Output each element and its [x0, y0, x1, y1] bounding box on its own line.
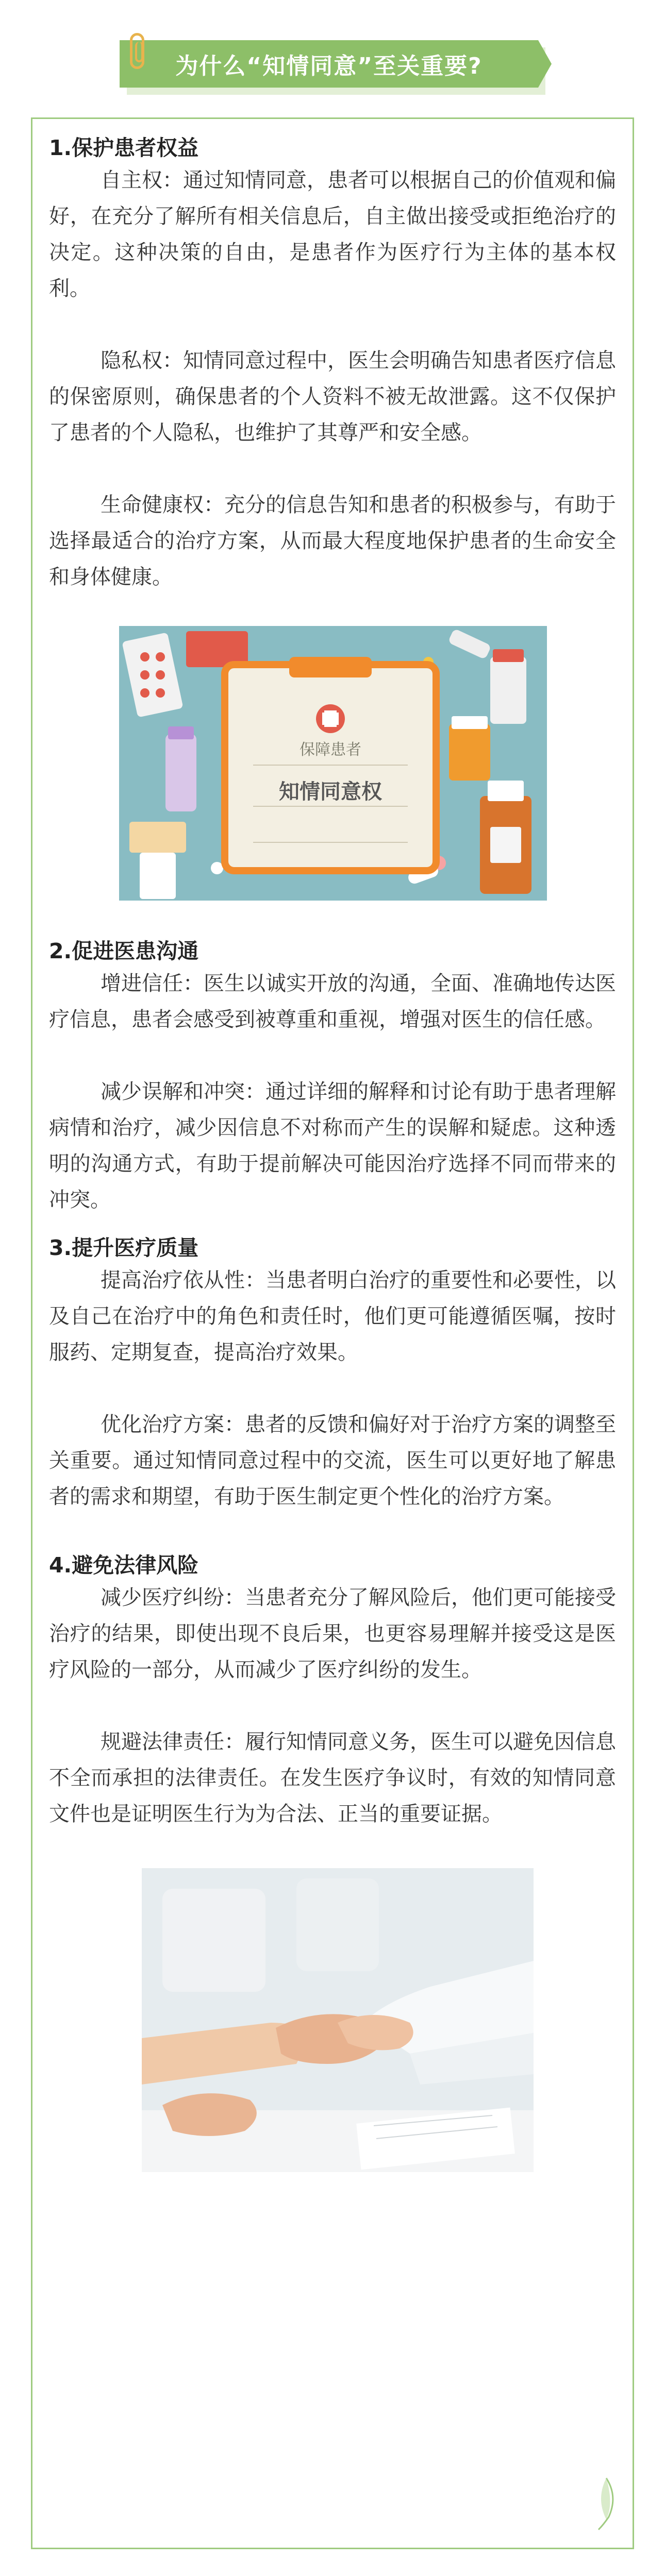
paragraph-legal: 规避法律责任：履行知情同意义务，医生可以避免因信息不全而承担的法律责任。在发生医疗争议时，有效的知情同意文件也是证明医生行为为合法、正当的重要证据。	[49, 1730, 616, 1826]
handshake-graphic	[142, 1868, 534, 2172]
paragraph-autonomy: 自主权：通过知情同意，患者可以根据自己的价值观和偏好，在充分了解所有相关信息后，自主做出接受或拒绝治疗的决定。这种决策的自由，是患者作为医疗行为主体的基本权利。	[49, 168, 616, 300]
section-heading-3: 3.提升医疗质量	[49, 1235, 199, 1260]
clipboard-title: 知情同意权	[279, 780, 382, 804]
handshake-photo	[142, 1868, 534, 2172]
section-heading-2: 2.促进医患沟通	[49, 939, 199, 963]
clipboard-subtitle: 保障患者	[300, 741, 361, 759]
paragraph-trust: 增进信任：医生以诚实开放的沟通，全面、准确地传达医疗信息，患者会感受到被尊重和重视，增强对医生的信任感。	[49, 972, 616, 1031]
leaf-icon	[593, 2476, 619, 2532]
title-banner	[120, 40, 545, 95]
informed-consent-illustration	[119, 626, 547, 901]
paragraph-misunderstanding: 减少误解和冲突：通过详细的解释和讨论有助于患者理解病情和治疗，减少因信息不对称而产生的误解和疑虑。这种透明的沟通方式，有助于提前解决可能因治疗选择不同而带来的冲突。	[49, 1080, 616, 1212]
paragraph-disputes: 减少医疗纠纷：当患者充分了解风险后，他们更可能接受治疗的结果，即使出现不良后果，也更容易理解并接受这是医疗风险的一部分，从而减少了医疗纠纷的发生。	[49, 1586, 616, 1682]
paperclip-icon	[130, 33, 144, 69]
paragraph-health: 生命健康权：充分的信息告知和患者的积极参与，有助于选择最适合的治疗方案，从而最大程度地保护患者的生命安全和身体健康。	[49, 493, 616, 589]
article-body	[49, 133, 616, 2172]
paragraph-privacy: 隐私权：知情同意过程中，医生会明确告知患者医疗信息的保密原则，确保患者的个人资料不被无故泄露。这不仅保护了患者的个人隐私，也维护了其尊严和安全感。	[49, 349, 616, 445]
section-heading-4: 4.避免法律风险	[49, 1553, 199, 1578]
content-frame	[31, 117, 634, 2549]
medicine-clipboard-graphic	[119, 626, 547, 901]
paragraph-optimize: 优化治疗方案：患者的反馈和偏好对于治疗方案的调整至关重要。通过知情同意过程中的交流，医生可以更好地了解患者的需求和期望，有助于医生制定更个性化的治疗方案。	[49, 1413, 616, 1509]
section-heading-1: 1.保护患者权益	[49, 135, 199, 160]
banner-bar	[120, 40, 538, 88]
paragraph-compliance: 提高治疗依从性：当患者明白治疗的重要性和必要性，以及自己在治疗中的角色和责任时，他们更可能遵循医嘱，按时服药、定期复查，提高治疗效果。	[49, 1268, 616, 1364]
page-title: 为什么“知情同意”至关重要?	[175, 53, 483, 79]
